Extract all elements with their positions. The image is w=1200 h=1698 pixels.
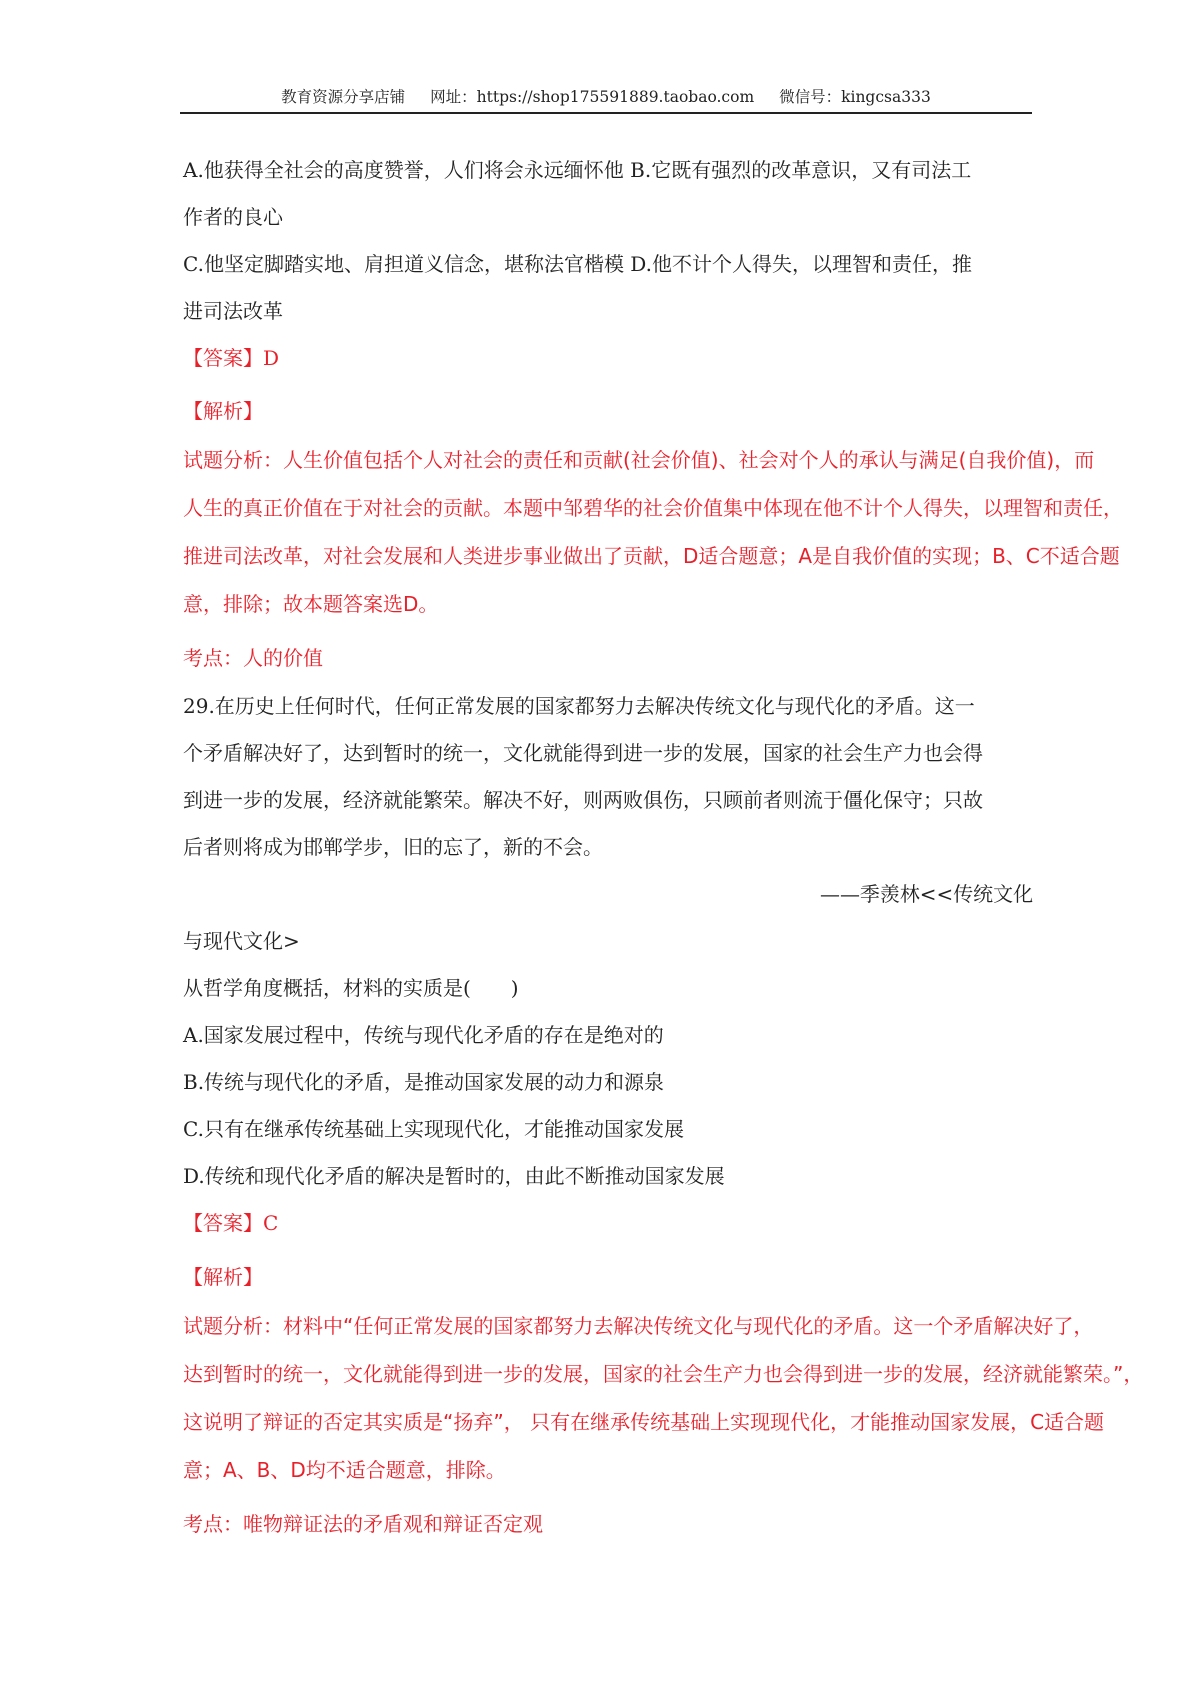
q28-analysis-line-4: 意，排除；故本题答案选D。: [183, 592, 439, 616]
q28-options-line-4: 进司法改革: [183, 299, 283, 323]
q28-analysis-line-2: 人生的真正价值在于对社会的贡献。本题中邹碧华的社会价值集中体现在他不计个人得失，以理智和责任，: [183, 496, 1123, 520]
q29-source-line-1: ——季羡林<<传统文化: [820, 882, 1034, 906]
q28-point: 考点：人的价值: [183, 646, 323, 670]
q29-analysis-line-1: 试题分析：材料中“任何正常发展的国家都努力去解决传统文化与现代化的矛盾。这一个矛盾解决好了，: [183, 1314, 1094, 1338]
header-shop: 教育资源分享店铺: [281, 88, 406, 106]
q29-stem-line-3: 到进一步的发展，经济就能繁荣。解决不好，则两败俱伤，只顾前者则流于僵化保守；只故: [183, 788, 983, 812]
q29-analysis-label: 【解析】: [183, 1265, 263, 1289]
q28-analysis-label: 【解析】: [183, 399, 263, 423]
page-header: [180, 86, 1032, 114]
q29-question: 从哲学角度概括，材料的实质是( ): [183, 976, 519, 1000]
q28-answer: 【答案】D: [183, 346, 280, 370]
q29-option-d: D.传统和现代化矛盾的解决是暂时的，由此不断推动国家发展: [183, 1164, 725, 1188]
q29-analysis-line-3: 这说明了辩证的否定其实质是“扬弃”， 只有在继承传统基础上实现现代化，才能推动国家发展，C适合题: [183, 1410, 1105, 1434]
q29-analysis-line-2: 达到暂时的统一，文化就能得到进一步的发展，国家的社会生产力也会得到进一步的发展，经济就能繁荣。”，: [183, 1362, 1144, 1386]
q28-analysis-line-1: 试题分析：人生价值包括个人对社会的责任和贡献(社会价值)、社会对个人的承认与满足(自我价值)，而: [183, 448, 1095, 472]
q29-stem-line-2: 个矛盾解决好了，达到暂时的统一，文化就能得到进一步的发展，国家的社会生产力也会得: [183, 741, 983, 765]
q29-stem-line-4: 后者则将成为邯郸学步，旧的忘了，新的不会。: [183, 835, 603, 859]
q29-source-line-2: 与现代文化>: [183, 929, 300, 953]
header-url: 网址：https://shop175591889.taobao.com: [430, 88, 755, 106]
header-wechat: 微信号：kingcsa333: [779, 88, 931, 106]
q29-option-b: B.传统与现代化的矛盾，是推动国家发展的动力和源泉: [183, 1070, 665, 1094]
q28-options-line-1: A.他获得全社会的高度赞誉，人们将会永远缅怀他 B.它既有强烈的改革意识，又有司法工: [183, 158, 972, 182]
q29-option-a: A.国家发展过程中，传统与现代化矛盾的存在是绝对的: [183, 1023, 664, 1047]
q29-point: 考点：唯物辩证法的矛盾观和辩证否定观: [183, 1512, 543, 1536]
q29-option-c: C.只有在继承传统基础上实现现代化，才能推动国家发展: [183, 1117, 684, 1141]
q29-stem-line-1: 29.在历史上任何时代，任何正常发展的国家都努力去解决传统文化与现代化的矛盾。这一: [183, 694, 975, 718]
q29-answer: 【答案】C: [183, 1211, 279, 1235]
q28-options-line-2: 作者的良心: [183, 205, 283, 229]
q28-options-line-3: C.他坚定脚踏实地、肩担道义信念，堪称法官楷模 D.他不计个人得失，以理智和责任，推: [183, 252, 972, 276]
q29-analysis-line-4: 意；A、B、D均不适合题意，排除。: [183, 1458, 506, 1482]
q28-analysis-line-3: 推进司法改革，对社会发展和人类进步事业做出了贡献，D适合题意；A是自我价值的实现；B、C不适合题: [183, 544, 1120, 568]
